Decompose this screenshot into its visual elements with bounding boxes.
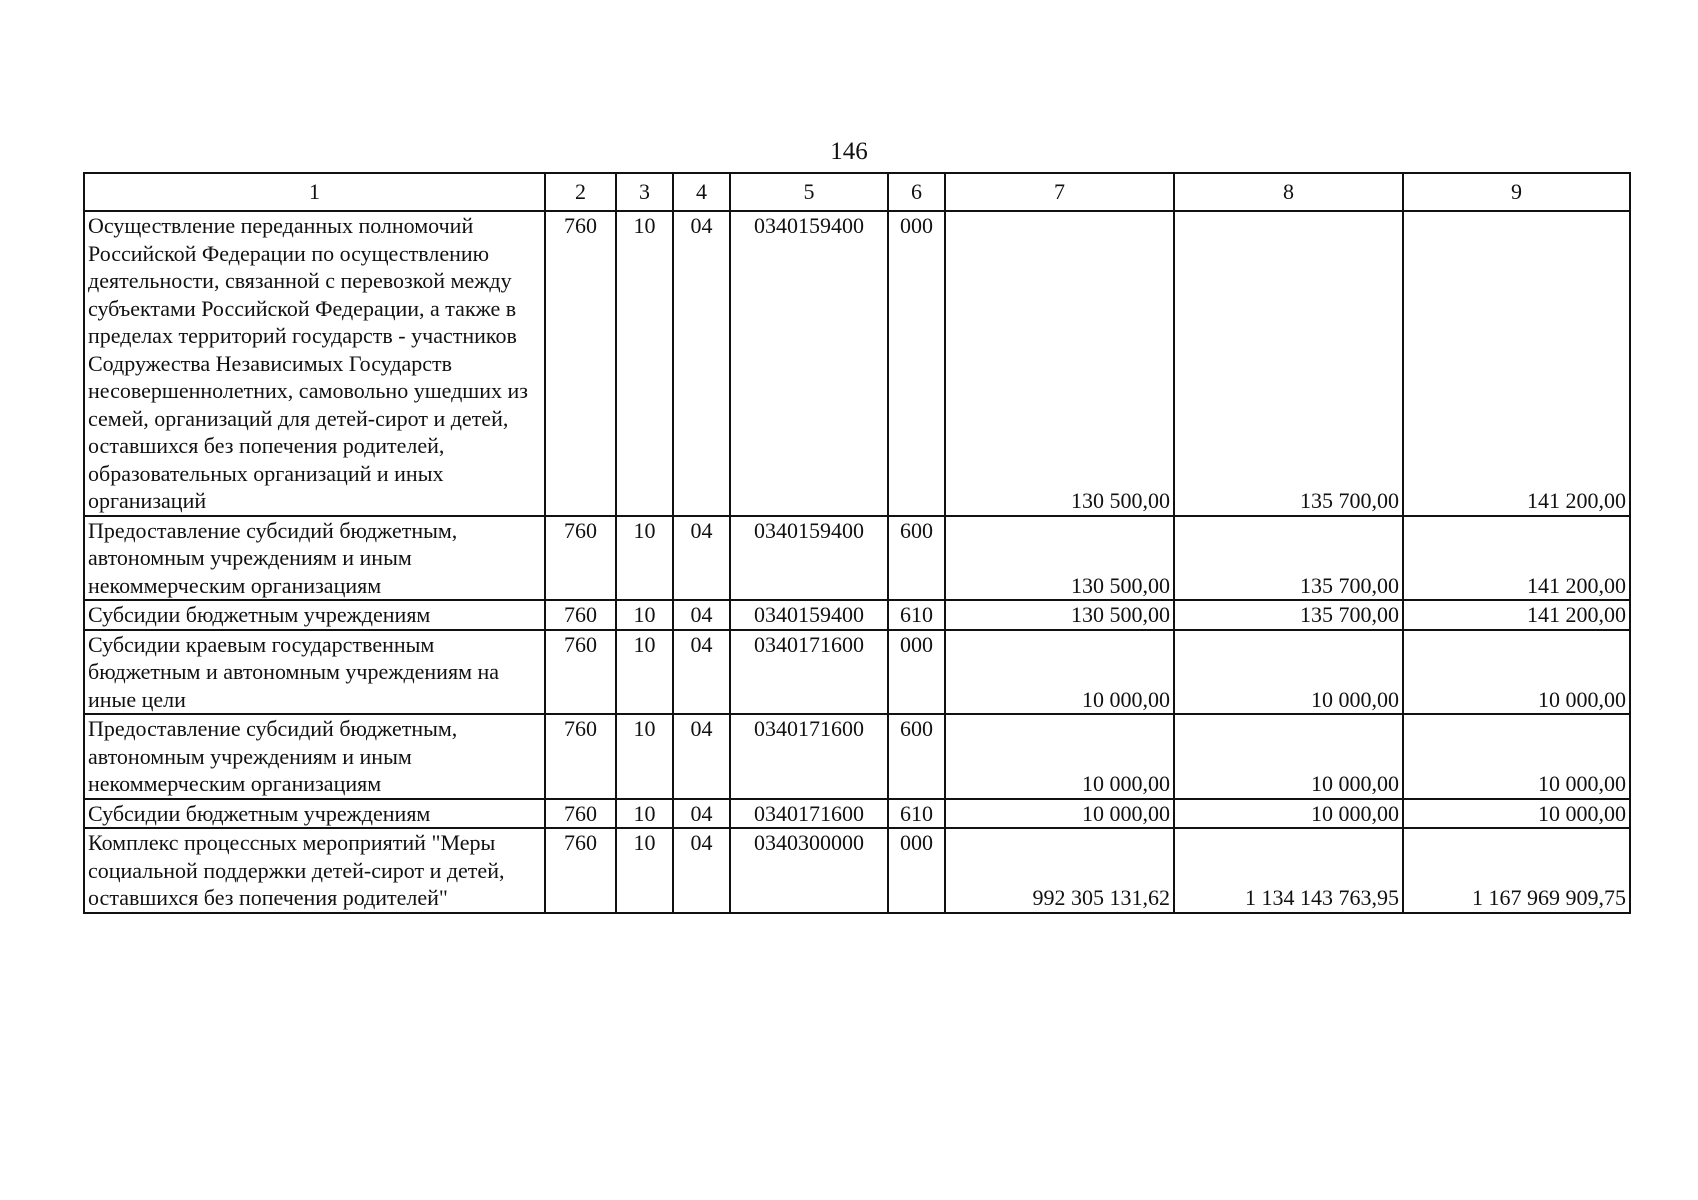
- row-col5: 0340171600: [730, 714, 888, 799]
- row-col4: 04: [673, 828, 730, 913]
- row-col3: 10: [616, 799, 673, 829]
- table-row: [84, 516, 1630, 601]
- row-col8: 135 700,00: [1174, 600, 1403, 630]
- row-col6: 600: [888, 714, 945, 799]
- header-cell-5: 5: [730, 173, 888, 211]
- table-row: [84, 211, 1630, 516]
- row-col4: 04: [673, 516, 730, 601]
- row-col2: 760: [545, 600, 616, 630]
- row-col4: 04: [673, 211, 730, 516]
- header-cell-4: 4: [673, 173, 730, 211]
- budget-table: [83, 172, 1631, 914]
- header-cell-3: 3: [616, 173, 673, 211]
- row-col3: 10: [616, 600, 673, 630]
- row-col6: 600: [888, 516, 945, 601]
- row-col7: 130 500,00: [945, 516, 1174, 601]
- row-col6: 610: [888, 600, 945, 630]
- row-col9: 10 000,00: [1403, 714, 1630, 799]
- row-col5: 0340159400: [730, 211, 888, 516]
- row-col7: 130 500,00: [945, 600, 1174, 630]
- row-col2: 760: [545, 799, 616, 829]
- row-col7: 10 000,00: [945, 799, 1174, 829]
- row-name: Комплекс процессных мероприятий "Меры социальной поддержки детей-сирот и детей, оставшихся без попечения родителей": [84, 828, 545, 913]
- row-col9: 10 000,00: [1403, 630, 1630, 715]
- row-col2: 760: [545, 828, 616, 913]
- row-name: Предоставление субсидий бюджетным, автономным учреждениям и иным некоммерческим организациям: [84, 516, 545, 601]
- table-body: [84, 173, 1630, 913]
- row-col3: 10: [616, 516, 673, 601]
- row-col8: 135 700,00: [1174, 211, 1403, 516]
- table-row: [84, 799, 1630, 829]
- row-col3: 10: [616, 630, 673, 715]
- row-col8: 10 000,00: [1174, 714, 1403, 799]
- row-col4: 04: [673, 600, 730, 630]
- row-col3: 10: [616, 828, 673, 913]
- row-col6: 000: [888, 828, 945, 913]
- row-col8: 135 700,00: [1174, 516, 1403, 601]
- row-col6: 610: [888, 799, 945, 829]
- row-col2: 760: [545, 516, 616, 601]
- row-name: Субсидии бюджетным учреждениям: [84, 600, 545, 630]
- row-col2: 760: [545, 714, 616, 799]
- row-col3: 10: [616, 211, 673, 516]
- page-number: 146: [830, 138, 868, 165]
- row-name: Субсидии бюджетным учреждениям: [84, 799, 545, 829]
- table-row: [84, 630, 1630, 715]
- row-col8: 10 000,00: [1174, 630, 1403, 715]
- row-col6: 000: [888, 630, 945, 715]
- table-row: [84, 600, 1630, 630]
- row-col2: 760: [545, 211, 616, 516]
- row-name: Субсидии краевым государственным бюджетным и автономным учреждениям на иные цели: [84, 630, 545, 715]
- row-col9: 1 167 969 909,75: [1403, 828, 1630, 913]
- row-name: Осуществление переданных полномочий Российской Федерации по осуществлению деятельности, связанной с перевозкой между субъектами Российской Федерации, а также в пределах территорий государств - участников Содружества Независимых Государств несовершеннолетних, самовольно ушедших из семей, организаций для детей-сирот и детей, оставшихся без попечения родителей, образовательных организаций и иных организаций: [84, 211, 545, 516]
- table-row: [84, 714, 1630, 799]
- header-cell-7: 7: [945, 173, 1174, 211]
- row-col4: 04: [673, 630, 730, 715]
- row-col7: 10 000,00: [945, 630, 1174, 715]
- row-col4: 04: [673, 799, 730, 829]
- row-col7: 992 305 131,62: [945, 828, 1174, 913]
- row-col9: 141 200,00: [1403, 516, 1630, 601]
- row-col5: 0340159400: [730, 600, 888, 630]
- row-col7: 10 000,00: [945, 714, 1174, 799]
- row-col5: 0340171600: [730, 630, 888, 715]
- header-cell-9: 9: [1403, 173, 1630, 211]
- header-cell-6: 6: [888, 173, 945, 211]
- table-row: [84, 828, 1630, 913]
- row-col9: 141 200,00: [1403, 600, 1630, 630]
- row-col4: 04: [673, 714, 730, 799]
- row-col5: 0340300000: [730, 828, 888, 913]
- row-col5: 0340159400: [730, 516, 888, 601]
- row-col9: 141 200,00: [1403, 211, 1630, 516]
- row-col7: 130 500,00: [945, 211, 1174, 516]
- row-name: Предоставление субсидий бюджетным, автономным учреждениям и иным некоммерческим организациям: [84, 714, 545, 799]
- row-col8: 10 000,00: [1174, 799, 1403, 829]
- row-col5: 0340171600: [730, 799, 888, 829]
- row-col8: 1 134 143 763,95: [1174, 828, 1403, 913]
- table-header-row: [84, 173, 1630, 211]
- row-col2: 760: [545, 630, 616, 715]
- header-cell-2: 2: [545, 173, 616, 211]
- header-cell-1: 1: [84, 173, 545, 211]
- header-cell-8: 8: [1174, 173, 1403, 211]
- row-col6: 000: [888, 211, 945, 516]
- row-col3: 10: [616, 714, 673, 799]
- row-col9: 10 000,00: [1403, 799, 1630, 829]
